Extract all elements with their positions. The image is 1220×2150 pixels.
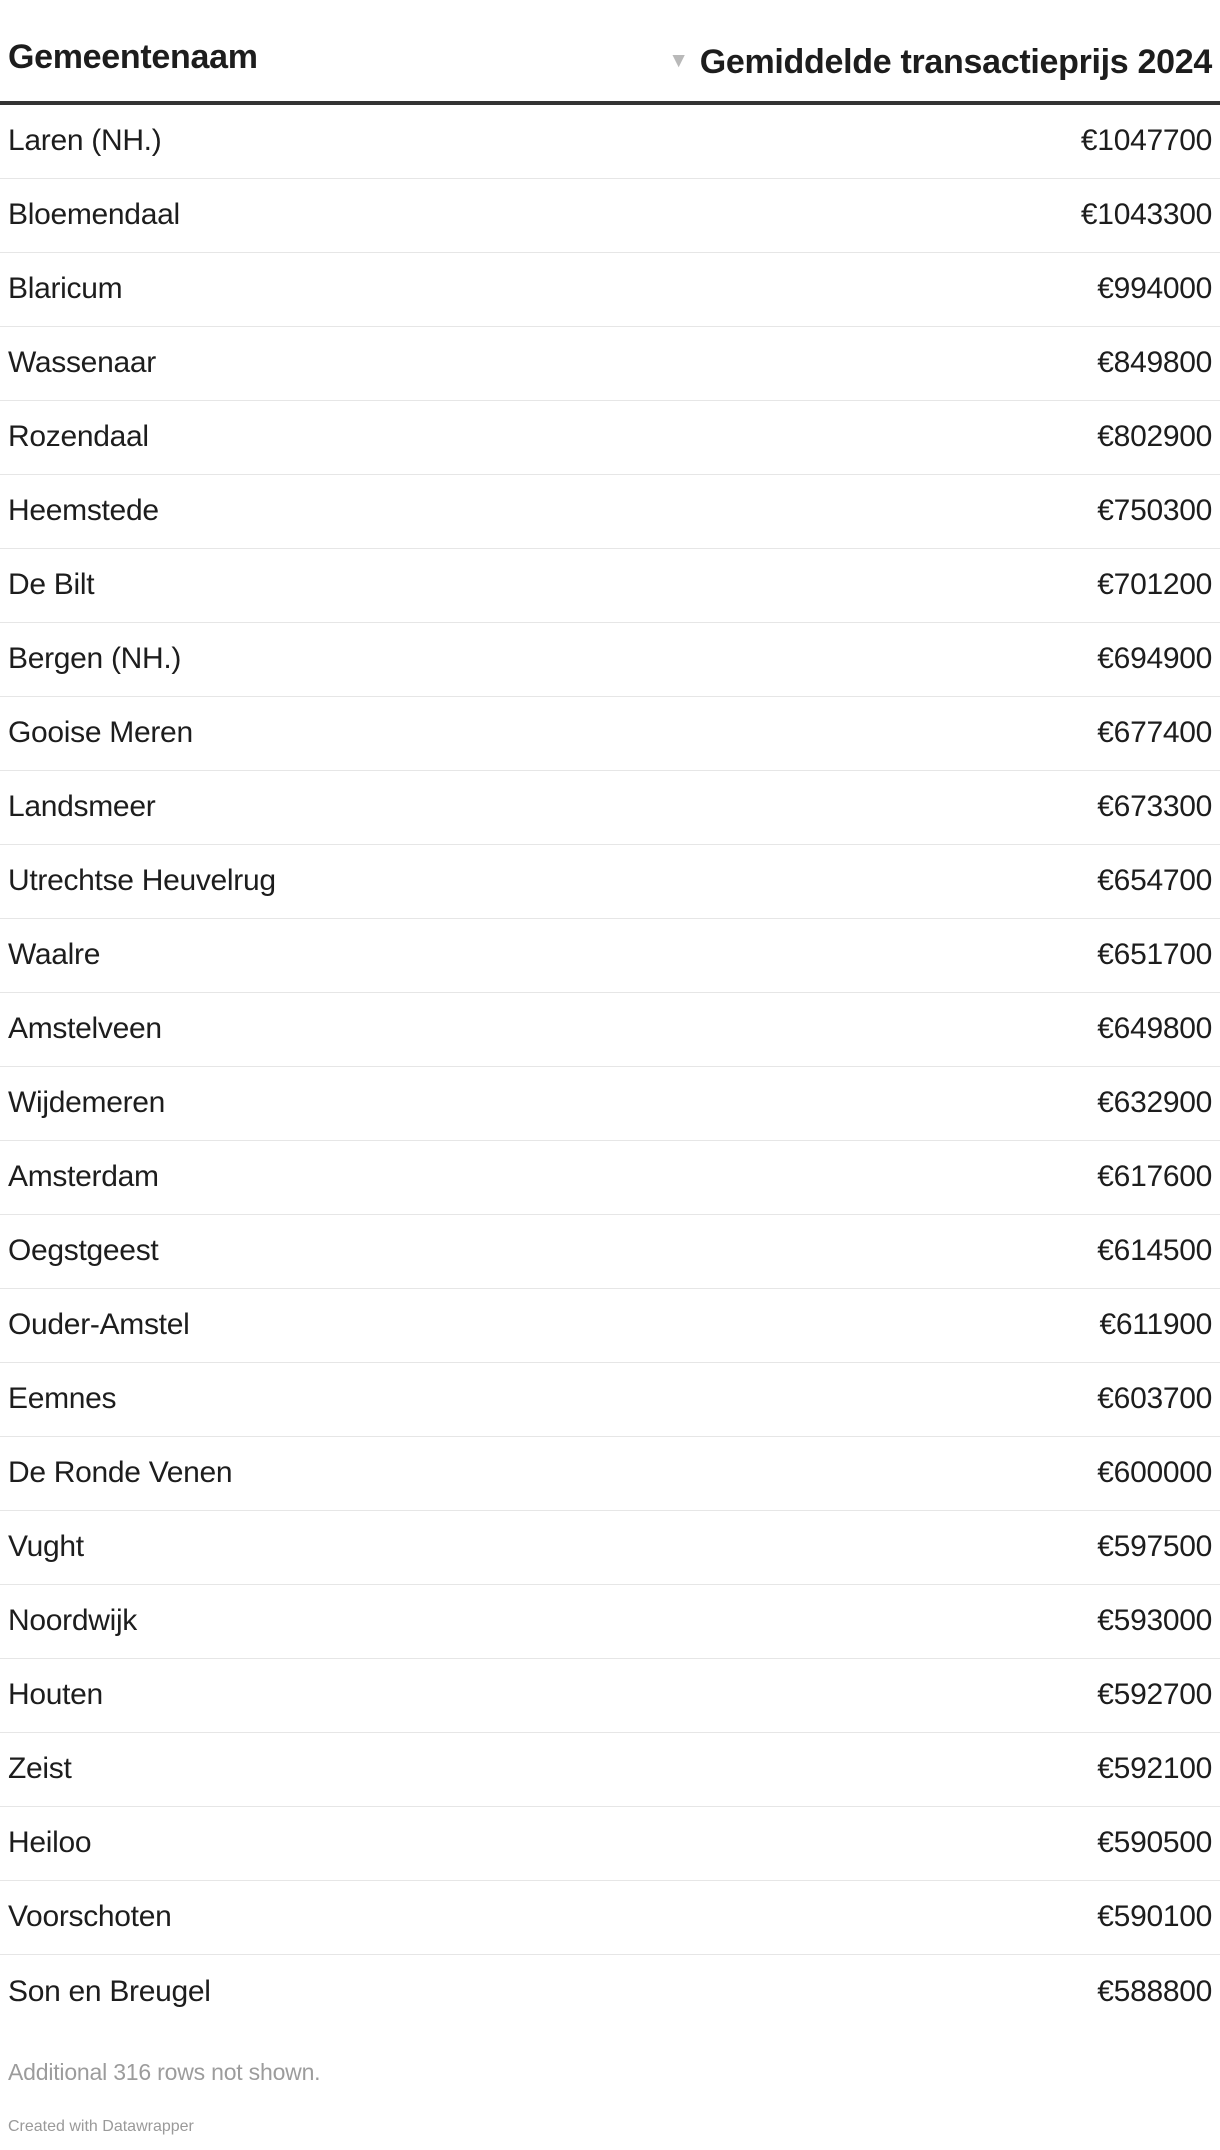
price-value: €750300 (1097, 494, 1212, 528)
municipality-name: Heemstede (8, 494, 159, 528)
municipality-name: Eemnes (8, 1382, 117, 1416)
price-value: €651700 (1097, 938, 1212, 972)
municipality-name: Waalre (8, 938, 101, 972)
table-row (0, 1141, 1220, 1215)
municipality-name: De Ronde Venen (8, 1456, 233, 1490)
municipality-name: Vught (8, 1530, 84, 1564)
municipality-name: Gooise Meren (8, 716, 193, 750)
price-value: €802900 (1097, 420, 1212, 454)
table-row (0, 1881, 1220, 1955)
municipality-name: Wijdemeren (8, 1086, 166, 1120)
price-value: €849800 (1097, 346, 1212, 380)
municipality-name: Son en Breugel (8, 1974, 211, 2008)
table-row (0, 327, 1220, 401)
datawrapper-attribution: Created with Datawrapper (8, 2117, 194, 2135)
municipality-name: Blaricum (8, 272, 123, 306)
column-header-transactieprijs-label: Gemiddelde transactieprijs 2024 (699, 42, 1212, 81)
municipality-name: Heiloo (8, 1826, 92, 1860)
municipality-name: Amsterdam (8, 1160, 159, 1194)
table-row (0, 1215, 1220, 1289)
price-value: €617600 (1097, 1160, 1212, 1194)
price-value: €654700 (1097, 864, 1212, 898)
table-row (0, 993, 1220, 1067)
price-value: €592100 (1097, 1752, 1212, 1786)
municipality-name: Landsmeer (8, 790, 156, 824)
table-row (0, 179, 1220, 253)
table-row (0, 771, 1220, 845)
price-value: €588800 (1097, 1974, 1212, 2008)
additional-rows-note: Additional 316 rows not shown. (8, 2058, 321, 2085)
price-value: €590100 (1097, 1900, 1212, 1934)
municipality-name: Oegstgeest (8, 1234, 159, 1268)
table-row (0, 845, 1220, 919)
table-header-row (0, 0, 1220, 105)
price-value: €611900 (1099, 1308, 1212, 1342)
price-value: €1047700 (1080, 124, 1212, 158)
municipality-name: Noordwijk (8, 1604, 138, 1638)
table-row (0, 1733, 1220, 1807)
price-value: €694900 (1097, 642, 1212, 676)
municipality-name: Ouder-Amstel (8, 1308, 190, 1342)
price-value: €673300 (1097, 790, 1212, 824)
table-row (0, 1955, 1220, 2029)
price-value: €592700 (1097, 1678, 1212, 1712)
municipality-name: Laren (NH.) (8, 124, 162, 158)
table-row (0, 1807, 1220, 1881)
table-row (0, 1585, 1220, 1659)
price-value: €614500 (1097, 1234, 1212, 1268)
municipality-name: Voorschoten (8, 1900, 172, 1934)
table-row (0, 1511, 1220, 1585)
municipality-name: Wassenaar (8, 346, 156, 380)
table-row (0, 1067, 1220, 1141)
table-row (0, 1363, 1220, 1437)
column-header-gemeentenaam[interactable]: Gemeentenaam (8, 38, 258, 76)
price-value: €649800 (1097, 1012, 1212, 1046)
municipality-name: Utrechtse Heuvelrug (8, 864, 276, 898)
municipality-name: Rozendaal (8, 420, 149, 454)
price-value: €1043300 (1080, 198, 1212, 232)
table-row (0, 253, 1220, 327)
municipality-name: Bloemendaal (8, 198, 180, 232)
table-row (0, 549, 1220, 623)
municipality-name: De Bilt (8, 568, 95, 602)
table-row (0, 697, 1220, 771)
sort-descending-icon: ▼ (668, 49, 689, 72)
municipality-name: Houten (8, 1678, 103, 1712)
price-value: €590500 (1097, 1826, 1212, 1860)
price-value: €603700 (1097, 1382, 1212, 1416)
price-value: €632900 (1097, 1086, 1212, 1120)
table-body (0, 105, 1220, 2029)
price-value: €994000 (1097, 272, 1212, 306)
municipality-name: Zeist (8, 1752, 72, 1786)
price-value: €677400 (1097, 716, 1212, 750)
municipality-name: Bergen (NH.) (8, 642, 182, 676)
column-header-transactieprijs[interactable] (668, 43, 1212, 82)
price-value: €600000 (1097, 1456, 1212, 1490)
table-row (0, 623, 1220, 697)
table-row (0, 919, 1220, 993)
table-row (0, 1437, 1220, 1511)
table-row (0, 475, 1220, 549)
price-value: €593000 (1097, 1604, 1212, 1638)
table-row (0, 1659, 1220, 1733)
table-row (0, 105, 1220, 179)
table-row (0, 401, 1220, 475)
municipality-name: Amstelveen (8, 1012, 162, 1046)
price-value: €597500 (1097, 1530, 1212, 1564)
price-value: €701200 (1097, 568, 1212, 602)
table-row (0, 1289, 1220, 1363)
